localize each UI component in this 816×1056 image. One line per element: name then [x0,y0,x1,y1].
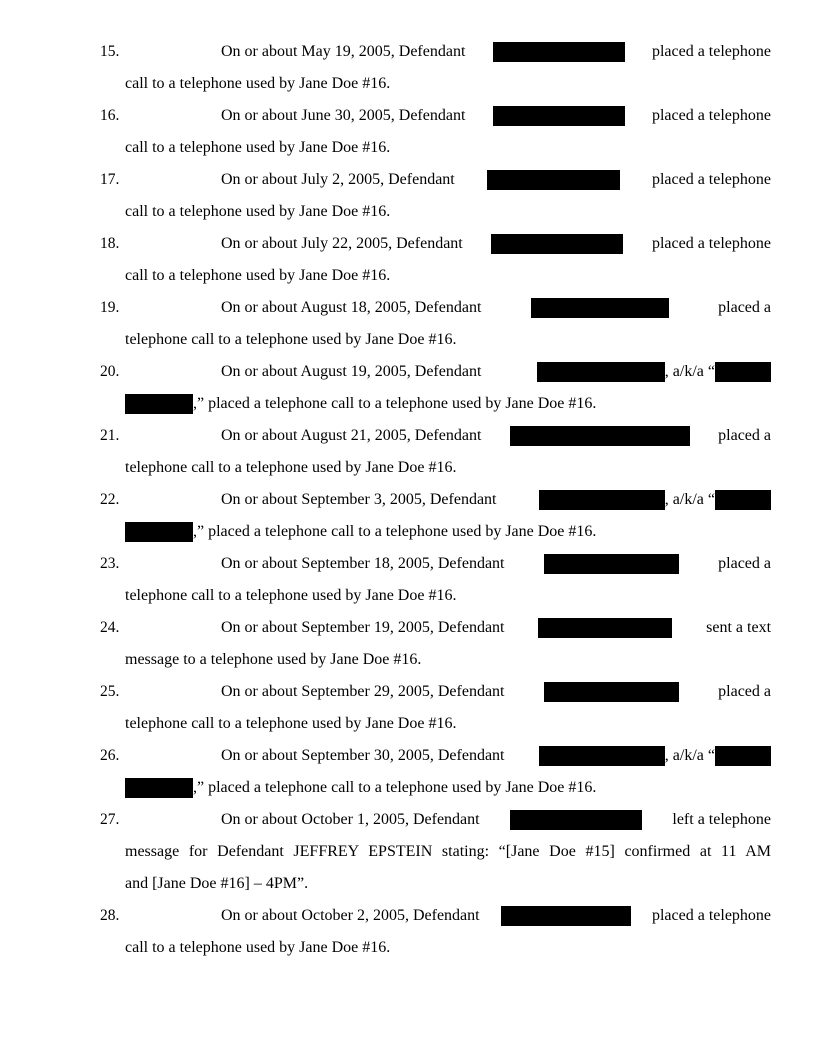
paragraph-number: 16. [100,107,120,124]
redaction-block [487,170,620,190]
paragraph-number: 27. [100,811,120,828]
paragraph-text: On or about August 19, 2005, Defendant [221,363,482,380]
paragraph-number: 17. [100,171,120,188]
paragraph-text: On or about June 30, 2005, Defendant [221,107,466,124]
paragraph-text: call to a telephone used by Jane Doe #16. [125,203,391,220]
paragraph-text: , a/k/a “ [664,491,715,508]
paragraph-text: On or about October 2, 2005, Defendant [221,907,480,924]
paragraph-text: On or about September 19, 2005, Defendant [221,619,505,636]
paragraph-number: 25. [100,683,120,700]
paragraph-text: placed a [718,299,772,316]
redaction-block [539,490,665,510]
paragraph-text: placed a telephone [651,235,771,252]
paragraph-text: On or about August 21, 2005, Defendant [221,427,482,444]
paragraph-number: 19. [100,299,120,316]
paragraph-number: 20. [100,363,120,380]
paragraph-text: On or about September 30, 2005, Defendant [221,747,505,764]
redaction-block [510,426,690,446]
paragraph-text: telephone call to a telephone used by Jane Doe #16. [125,715,457,732]
redaction-block [493,106,625,126]
redaction-block [715,490,771,510]
paragraph-number: 18. [100,235,120,252]
paragraph-text: placed a telephone [651,907,772,924]
paragraph-number: 15. [100,43,120,60]
paragraph-text: left a telephone [672,811,771,828]
paragraph-number: 21. [100,427,120,444]
paragraph-text: placed a [718,683,771,700]
paragraph-text: and [Jane Doe #16] – 4PM”. [125,875,309,892]
redaction-block [501,906,631,926]
paragraph-text: ,” placed a telephone call to a telephone used by Jane Doe #16. [193,779,597,796]
paragraph-number: 23. [100,555,120,572]
redaction-block [544,682,679,702]
paragraph-text: placed a [718,427,772,444]
paragraph-text: call to a telephone used by Jane Doe #16. [125,939,391,956]
redaction-block [125,394,193,414]
paragraph-text: call to a telephone used by Jane Doe #16. [125,75,391,92]
paragraph-text: placed a telephone [651,43,771,60]
paragraph-text: telephone call to a telephone used by Jane Doe #16. [125,331,457,348]
paragraph-text: message to a telephone used by Jane Doe #16. [125,651,422,668]
redaction-block [715,362,771,382]
redaction-block [715,746,771,766]
paragraph-text: call to a telephone used by Jane Doe #16. [125,139,391,156]
paragraph-text: On or about September 18, 2005, Defendant [221,555,505,572]
redaction-block [538,618,672,638]
paragraph-text: On or about July 2, 2005, Defendant [221,171,455,188]
paragraph-text: placed a [718,555,771,572]
redaction-block [125,522,193,542]
redaction-block [537,362,665,382]
paragraph-number: 24. [100,619,120,636]
paragraph-text: On or about July 22, 2005, Defendant [221,235,463,252]
redaction-block [544,554,679,574]
paragraph-text: , a/k/a “ [664,363,715,380]
paragraph-number: 26. [100,747,120,764]
redaction-block [493,42,625,62]
redaction-block [531,298,669,318]
paragraph-number: 28. [100,907,120,924]
redaction-block [125,778,193,798]
paragraph-text: sent a text [706,619,772,636]
paragraph-text: On or about September 29, 2005, Defendant [221,683,505,700]
paragraph-text: telephone call to a telephone used by Jane Doe #16. [125,587,457,604]
paragraph-text: call to a telephone used by Jane Doe #16. [125,267,391,284]
paragraph-text: message for Defendant JEFFREY EPSTEIN stating: “[Jane Doe #15] confirmed at 11 AM [125,843,771,860]
paragraph-text: placed a telephone [651,107,771,124]
paragraph-text: On or about September 3, 2005, Defendant [221,491,497,508]
redaction-block [539,746,665,766]
paragraph-text: On or about August 18, 2005, Defendant [221,299,482,316]
paragraph-text: On or about May 19, 2005, Defendant [221,43,466,60]
paragraph-text: ,” placed a telephone call to a telephone used by Jane Doe #16. [193,523,597,540]
paragraph-text: placed a telephone [651,171,771,188]
paragraph-number: 22. [100,491,120,508]
paragraph-text: ,” placed a telephone call to a telephone used by Jane Doe #16. [193,395,597,412]
redaction-block [491,234,623,254]
paragraph-text: telephone call to a telephone used by Jane Doe #16. [125,459,457,476]
paragraph-text: On or about October 1, 2005, Defendant [221,811,480,828]
paragraph-text: , a/k/a “ [664,747,715,764]
redaction-block [510,810,642,830]
